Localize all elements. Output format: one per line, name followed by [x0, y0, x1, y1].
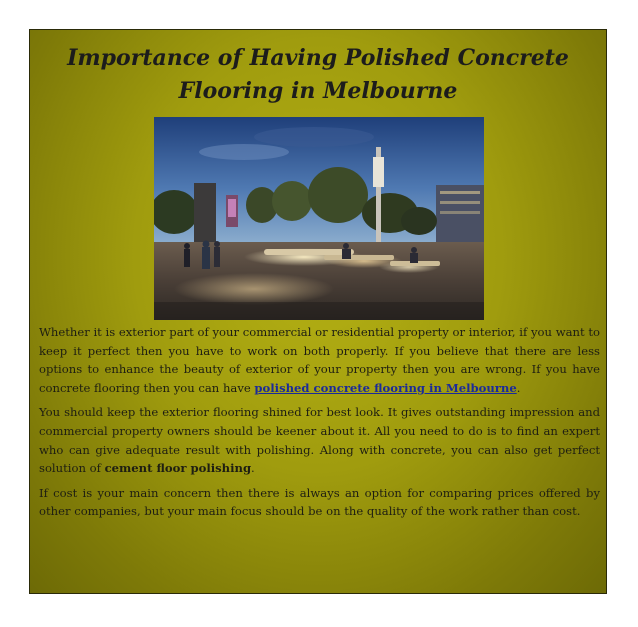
- paragraph-1: [39, 323, 600, 397]
- article-body: [39, 323, 600, 527]
- plaza-photo: [154, 117, 484, 320]
- polished-concrete-flooring-link[interactable]: polished concrete flooring in Melbourne: [254, 380, 517, 395]
- paragraph-1-text: Whether it is exterior part of your commercial or residential property or interior, if you want to keep it perfect then you have to work on both properly. If you believe that there are less options to enhance the beauty of exterior of your property then you are wrong. If you have concrete flooring then you can have: [39, 325, 600, 395]
- paragraph-1-end: .: [516, 380, 521, 395]
- paragraph-3: If cost is your main concern then there is always an option for comparing prices offered by other companies, but your main focus should be on the quality of the work rather than cost.: [39, 485, 600, 519]
- paragraph-2-end: .: [251, 461, 255, 476]
- document-page: [29, 29, 607, 594]
- paragraph-2-text: You should keep the exterior flooring shined for best look. It gives outstanding impression and commercial property owners should be keener about it. All you need to do is to find an expert who can give adequate result with polishing. Along with concrete, you can also get perfect solution of: [39, 405, 600, 476]
- page-title: Importance of Having Polished Concrete Flooring in Melbourne: [67, 45, 569, 104]
- paragraph-2: [39, 403, 600, 477]
- cement-floor-polishing-bold: cement floor polishing: [104, 461, 252, 476]
